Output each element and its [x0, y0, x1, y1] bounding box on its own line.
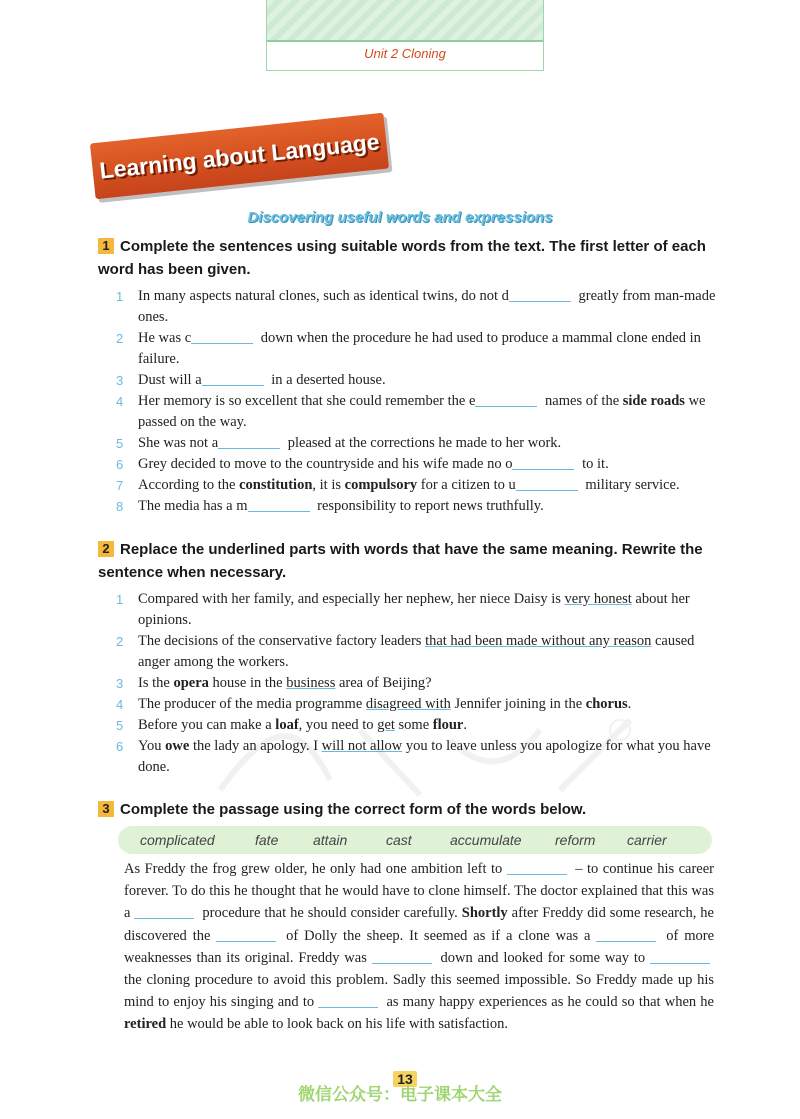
answer-blank[interactable]	[516, 476, 578, 491]
section-banner	[90, 113, 389, 200]
list-item: 3 Dust will a in a deserted house.	[116, 372, 386, 388]
list-item: 8 The media has a m responsibility to report news truthfully.	[116, 498, 544, 514]
word-bank-item: accumulate	[450, 832, 522, 848]
word-bank-item: fate	[255, 832, 279, 848]
answer-blank[interactable]	[507, 860, 567, 875]
banner-title: Learning about Language	[98, 128, 381, 184]
list-item: 5 She was not a pleased at the corrections he made to her work.	[116, 435, 562, 451]
exercise-1-instruction: Complete the sentences using suitable words from the text. The first letter of each word has been given.	[98, 238, 706, 278]
section-subtitle: Discovering useful words and expressions	[247, 209, 553, 226]
word-bank-item: cast	[386, 832, 412, 848]
answer-blank[interactable]	[512, 455, 574, 470]
answer-blank[interactable]	[216, 927, 276, 942]
answer-blank[interactable]	[509, 287, 571, 302]
answer-blank[interactable]	[475, 392, 537, 407]
list-item: 7 According to the constitution, it is compulsory for a citizen to u military service.	[116, 477, 680, 493]
answer-blank[interactable]	[134, 904, 194, 919]
answer-blank[interactable]	[191, 329, 253, 344]
word-bank-item: reform	[555, 832, 596, 848]
header-divider	[267, 40, 543, 42]
header-pattern	[267, 0, 543, 40]
word-bank	[118, 826, 712, 854]
exercise-number-badge: 3	[98, 801, 114, 817]
exercise-number-badge: 1	[98, 238, 114, 254]
exercise-2-instruction: Replace the underlined parts with words that have the same meaning. Rewrite the sentence when necessary.	[98, 541, 703, 581]
unit-header-tab	[266, 0, 544, 71]
exercise-3-instruction: Complete the passage using the correct form of the words below.	[120, 801, 587, 818]
word-bank-item: attain	[313, 832, 348, 848]
list-item: 1 In many aspects natural clones, such as identical twins, do not d greatly from man-made ones.	[116, 288, 716, 325]
list-item: 2 He was c down when the procedure he had used to produce a mammal clone ended in failure.	[116, 330, 701, 367]
answer-blank[interactable]	[202, 371, 264, 386]
list-item: 4 The producer of the media programme disagreed with Jennifer joining in the chorus.	[116, 696, 632, 712]
answer-blank[interactable]	[372, 949, 432, 964]
list-item: 1 Compared with her family, and especially her nephew, her niece Daisy is very honest about her opinions.	[116, 591, 690, 628]
exercise-number-badge: 2	[98, 541, 114, 557]
answer-blank[interactable]	[650, 949, 710, 964]
watermark-graphic	[210, 710, 640, 810]
exercise-1-items	[116, 286, 716, 517]
word-bank-item: carrier	[627, 832, 667, 848]
answer-blank[interactable]	[248, 497, 310, 512]
exercise-3-heading	[98, 798, 718, 821]
list-item: 3 Is the opera house in the business area of Beijing?	[116, 675, 432, 691]
footer-watermark-text: 微信公众号：电子课本大全	[298, 1085, 502, 1105]
word-bank-item: complicated	[140, 832, 215, 848]
list-item: 2 The decisions of the conservative factory leaders that had been made without any reason caused anger among the workers.	[116, 633, 695, 670]
exercise-1-heading	[98, 235, 718, 281]
list-item: 4 Her memory is so excellent that she could remember the e names of the side roads we passed on the way.	[116, 393, 706, 430]
answer-blank[interactable]	[218, 434, 280, 449]
page-number: 13	[393, 1071, 417, 1087]
unit-label: Unit 2 Cloning	[364, 46, 446, 61]
passage-text: As Freddy the frog grew older, he only had one ambition left to – to continue his career forever. To do this he thought that he would have to clone himself. The doctor explained that this was a procedure that he should consider carefully. Shortly after Freddy did some research, he discovered the of Dolly the sheep. It seemed as if a clone was a of more weaknesses than its original. Freddy was down and looked for some way to the cloning procedure to avoid this problem. Sadly this seemed impossible. So Freddy made up his mind to enjoy his singing and to as many happy experiences as he could so that when he retired he would be able to look back on his life with satisfaction.	[124, 861, 715, 1033]
list-item: 6 You owe the lady an apology. I will not allow you to leave unless you apologize for what you have done.	[116, 738, 711, 775]
list-item: 5 Before you can make a loaf, you need to get some flour.	[116, 717, 467, 733]
answer-blank[interactable]	[318, 993, 378, 1008]
exercise-2-heading	[98, 538, 718, 584]
list-item: 6 Grey decided to move to the countryside and his wife made no o to it.	[116, 456, 609, 472]
answer-blank[interactable]	[596, 927, 656, 942]
